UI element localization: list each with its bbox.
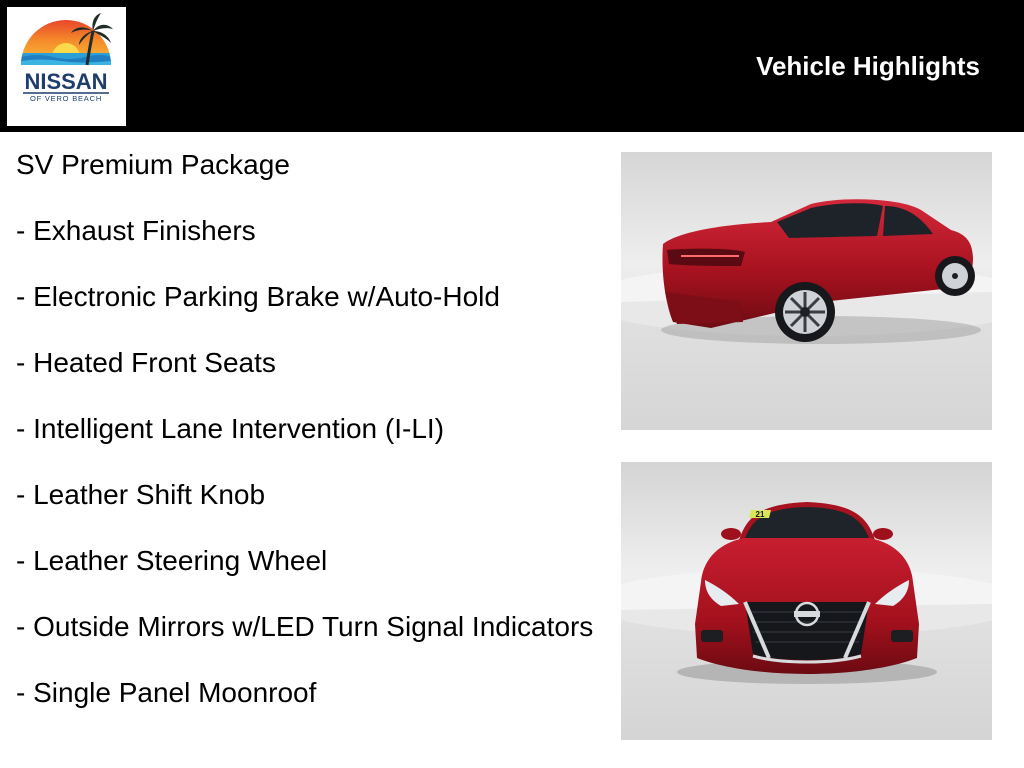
sunset-palm-logo-icon <box>7 7 126 126</box>
red-sedan-front-photo-icon <box>621 462 992 740</box>
page-title: Vehicle Highlights <box>756 51 980 81</box>
feature-item: - Outside Mirrors w/LED Turn Signal Indicators <box>16 611 594 642</box>
windshield-sticker: 21 <box>755 510 765 519</box>
feature-item: - Exhaust Finishers <box>16 215 256 246</box>
feature-package-title: SV Premium Package <box>16 149 290 180</box>
header-bar <box>0 0 1024 132</box>
dealer-logo[interactable] <box>7 7 126 126</box>
vehicle-photo-front[interactable] <box>621 462 992 740</box>
feature-item: - Leather Steering Wheel <box>16 545 328 576</box>
logo-brand-text: NISSAN <box>24 69 108 94</box>
feature-item: - Heated Front Seats <box>16 347 276 378</box>
red-sedan-rear-quarter-photo-icon <box>621 152 992 430</box>
feature-item: - Single Panel Moonroof <box>16 677 317 708</box>
logo-sub-text: OF VERO BEACH <box>29 94 103 103</box>
feature-item: - Leather Shift Knob <box>16 479 266 510</box>
feature-item: - Intelligent Lane Intervention (I-LI) <box>16 413 445 444</box>
feature-list <box>16 148 596 742</box>
feature-item: - Electronic Parking Brake w/Auto-Hold <box>16 281 500 312</box>
vehicle-photo-rear[interactable] <box>621 152 992 430</box>
